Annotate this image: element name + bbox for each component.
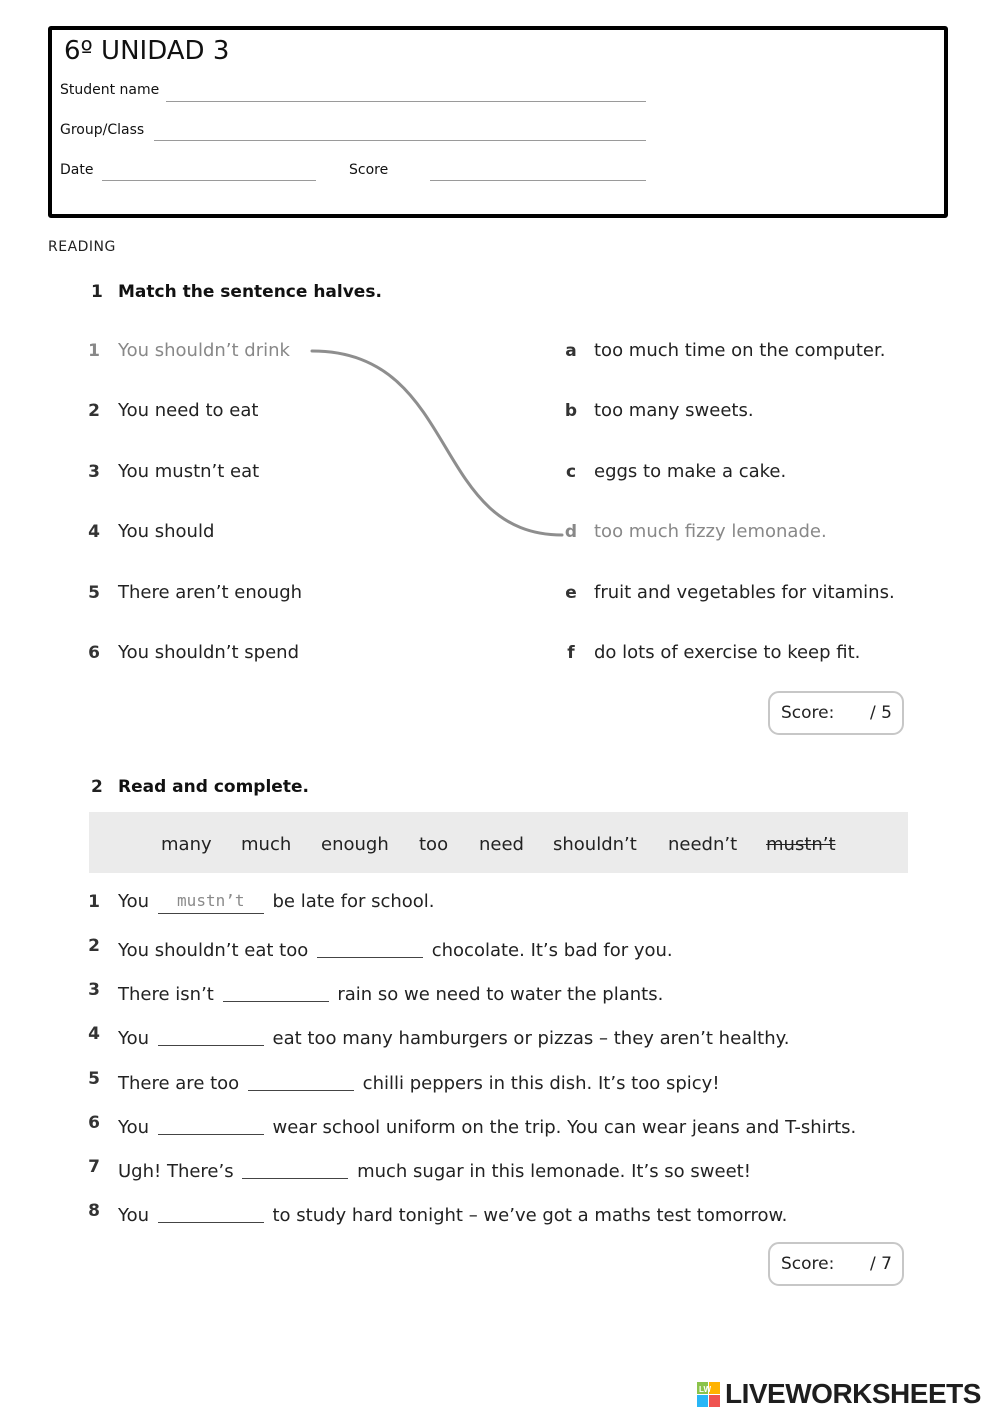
fill-item [118, 935, 673, 961]
fill-item-num: 3 [88, 980, 100, 1000]
fill-item-after: chocolate. It’s bad for you. [431, 940, 673, 961]
match-connector-line [0, 0, 1000, 700]
score-label: Score [349, 162, 389, 178]
fill-item-after: much sugar in this lemonade. It’s so sweet! [357, 1161, 751, 1182]
match-left-item[interactable]: You shouldn’t spend [118, 642, 300, 663]
fill-item-before: You [118, 891, 150, 912]
exercise-2-score-box [768, 1242, 904, 1286]
match-right-letter: e [565, 583, 577, 603]
match-left-item[interactable]: There aren’t enough [118, 582, 303, 603]
fill-item [118, 1068, 720, 1094]
exercise-1-score-box [768, 691, 904, 735]
fill-item-before: You [118, 1028, 150, 1049]
match-right-item[interactable]: fruit and vegetables for vitamins. [594, 582, 895, 603]
match-left-num: 3 [88, 462, 100, 482]
match-left-num: 5 [88, 583, 100, 603]
logo-icon-text: LW [699, 1385, 711, 1394]
match-left-item[interactable]: You shouldn’t drink [118, 340, 290, 361]
word-bank [89, 812, 908, 873]
score-box-total: / 7 [870, 1254, 892, 1274]
student-name-label: Student name [60, 82, 160, 98]
word-bank-item[interactable]: enough [321, 834, 389, 855]
word-bank-item[interactable]: too [419, 834, 449, 855]
fill-item [118, 891, 435, 912]
page-title: 6º UNIDAD 3 [64, 36, 230, 66]
word-bank-item[interactable]: shouldn’t [553, 834, 637, 855]
fill-item [118, 1023, 789, 1049]
match-right-item[interactable]: do lots of exercise to keep fit. [594, 642, 861, 663]
fill-item-after: rain so we need to water the plants. [337, 984, 664, 1005]
fill-item-num: 4 [88, 1024, 100, 1044]
fill-item-num: 6 [88, 1113, 100, 1133]
match-left-item[interactable]: You should [118, 521, 215, 542]
fill-item-before: There are too [118, 1073, 240, 1094]
liveworksheets-icon [697, 1382, 721, 1408]
match-right-letter: f [567, 643, 575, 663]
word-bank-item[interactable]: needn’t [668, 834, 738, 855]
fill-item-num: 8 [88, 1201, 100, 1221]
fill-item-after: chilli peppers in this dish. It’s too spicy! [362, 1073, 720, 1094]
match-right-item[interactable]: too much time on the computer. [594, 340, 886, 361]
fill-item [118, 979, 663, 1005]
answer-blank[interactable] [248, 1070, 354, 1091]
answer-blank[interactable] [317, 937, 423, 958]
answer-blank[interactable] [242, 1158, 348, 1179]
match-left-num: 4 [88, 522, 100, 542]
match-left-item[interactable]: You need to eat [118, 400, 259, 421]
answer-blank[interactable] [158, 1025, 264, 1046]
answer-blank[interactable] [158, 1202, 264, 1223]
word-bank-item[interactable]: many [161, 834, 212, 855]
group-label: Group/Class [60, 122, 145, 138]
score-box-label: Score: [781, 703, 835, 723]
fill-item-before: You shouldn’t eat too [118, 940, 309, 961]
fill-item [118, 1112, 856, 1138]
fill-item-before: There isn’t [118, 984, 214, 1005]
exercise-2-number: 2 [91, 777, 103, 797]
fill-item-after: be late for school. [272, 891, 435, 912]
score-box-total: / 5 [870, 703, 892, 723]
match-right-item[interactable]: eggs to make a cake. [594, 461, 787, 482]
fill-item-before: You [118, 1205, 150, 1226]
fill-item-after: eat too many hamburgers or pizzas – they aren’t healthy. [272, 1028, 790, 1049]
answer-blank[interactable] [158, 893, 264, 914]
match-left-item[interactable]: You mustn’t eat [118, 461, 260, 482]
match-right-item[interactable]: too many sweets. [594, 400, 754, 421]
answer-blank[interactable] [158, 1114, 264, 1135]
liveworksheets-wordmark: LIVEWORKSHEETS [725, 1378, 981, 1409]
exercise-1-number: 1 [91, 282, 103, 302]
score-box-label: Score: [781, 1254, 835, 1274]
match-right-letter: b [564, 401, 578, 421]
exercise-2-title: Read and complete. [118, 777, 309, 797]
fill-item [118, 1200, 787, 1226]
match-left-num: 6 [88, 643, 100, 663]
fill-item-before: You [118, 1117, 150, 1138]
fill-item-num: 1 [88, 892, 100, 912]
match-left-num: 2 [88, 401, 100, 421]
fill-item-after: wear school uniform on the trip. You can wear jeans and T-shirts. [272, 1117, 857, 1138]
fill-item-num: 5 [88, 1069, 100, 1089]
match-right-letter: c [565, 462, 577, 482]
match-right-letter: a [565, 341, 577, 361]
section-heading: READING [48, 239, 116, 255]
word-bank-item-used: mustn’t [766, 834, 836, 855]
date-label: Date [60, 162, 94, 178]
fill-item [118, 1156, 751, 1182]
answer-blank[interactable] [223, 981, 329, 1002]
answer-text: mustn’t [177, 891, 245, 910]
exercise-1-title: Match the sentence halves. [118, 282, 382, 302]
word-bank-item[interactable]: much [241, 834, 292, 855]
fill-item-num: 2 [88, 936, 100, 956]
match-right-letter: d [564, 522, 578, 542]
fill-item-after: to study hard tonight – we’ve got a maths test tomorrow. [272, 1205, 788, 1226]
match-left-num: 1 [88, 341, 100, 361]
match-right-item[interactable]: too much fizzy lemonade. [594, 521, 827, 542]
fill-item-before: Ugh! There’s [118, 1161, 234, 1182]
word-bank-item[interactable]: need [479, 834, 524, 855]
fill-item-num: 7 [88, 1157, 100, 1177]
